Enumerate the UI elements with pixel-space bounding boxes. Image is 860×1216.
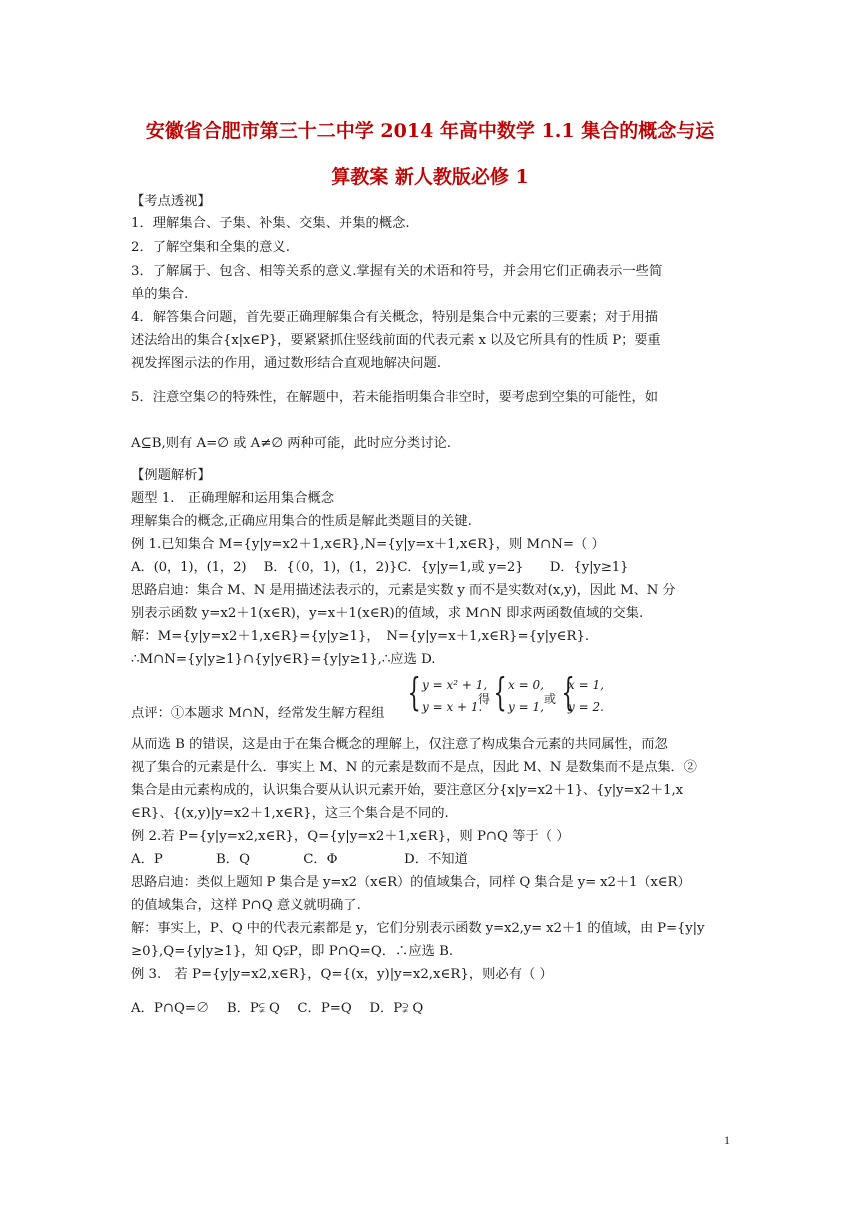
example-1-options: A．(0，1)，(1，2) B．{（0，1)，(1，2)}C．{y|y=1,或 y=2} D．{y|y≥1} bbox=[131, 560, 629, 575]
equation-row: y = x² + 1, bbox=[422, 678, 488, 692]
title-line-2: 算教案 新人教版必修 1 bbox=[331, 166, 529, 188]
example-3-options: A．P∩Q=∅ B．P⫋ Q C．P=Q D．P⫌ Q bbox=[131, 1001, 424, 1016]
text-line: 别表示函数 y=x2＋1(x∈R)，y=x＋1(x∈R)的值域，求 M∩N 即求两函数值域的交集. bbox=[131, 606, 644, 621]
left-brace-icon: { bbox=[493, 670, 507, 714]
text-line: 解：M={y|y=x2＋1,x∈R}={y|y≥1}， N={y|y=x＋1,x∈R}={y|y∈R}. bbox=[131, 629, 590, 644]
equation-row: y = x + 1. bbox=[422, 700, 483, 714]
left-brace-icon: { bbox=[407, 670, 421, 714]
text-line: A⊆B,则有 A=∅ 或 A≠∅ 两种可能，此时应分类讨论. bbox=[131, 436, 451, 451]
example-2-options: A．P B．Q C．Φ D．不知道 bbox=[131, 852, 468, 867]
equation-row: y = 2. bbox=[568, 700, 604, 714]
equation-word: 得 bbox=[478, 692, 491, 706]
text-line: 的值域集合，这样 P∩Q 意义就明确了. bbox=[131, 898, 361, 913]
text-line: 1．理解集合、子集、补集、交集、并集的概念. bbox=[131, 216, 410, 231]
text-line: 2．了解空集和全集的意义. bbox=[131, 240, 290, 255]
text-line: 集合是由元素构成的，认识集合要从认识元素开始，要注意区分{x|y=x2＋1}、{y|y=x2＋1,x bbox=[131, 783, 683, 798]
text-line: 单的集合. bbox=[131, 287, 189, 302]
text-line: 述法给出的集合{x|x∈P}，要紧紧抓住竖线前面的代表元素 x 以及它所具有的性质 P；要重 bbox=[131, 333, 661, 348]
example-1-question: 例 1.已知集合 M={y|y=x2＋1,x∈R},N={y|y=x＋1,x∈R}，则 M∩N=（ ） bbox=[131, 537, 605, 552]
section-heading-examples: 【例题解析】 bbox=[131, 468, 211, 483]
equation-row: y = 1, bbox=[508, 700, 544, 714]
example-3-question: 例 3. 若 P={y|y=x2,x∈R}，Q={(x，y)|y=x2,x∈R}，则必有（ ） bbox=[131, 967, 553, 982]
equation-row: x = 1, bbox=[568, 678, 604, 692]
page-number: 1 bbox=[724, 1133, 730, 1147]
text-line: ≥0},Q={y|y≥1}，知 Q⫋P，即 P∩Q=Q．∴应选 B. bbox=[131, 944, 454, 959]
text-line: 点评：①本题求 M∩N，经常发生解方程组 bbox=[131, 706, 385, 721]
text-line: ∴M∩N={y|y≥1}∩{y|y∈R}={y|y≥1},∴应选 D. bbox=[131, 652, 436, 667]
equation-row: x = 0, bbox=[508, 678, 544, 692]
text-line: 思路启迪：类似上题知 P 集合是 y=x2（x∈R）的值域集合，同样 Q 集合是 y= x2＋1（x∈R） bbox=[131, 875, 691, 890]
section-heading-key-points: 【考点透视】 bbox=[131, 194, 211, 209]
text-line: 5．注意空集∅的特殊性，在解题中，若未能指明集合非空时，要考虑到空集的可能性，如 bbox=[131, 390, 659, 405]
text-line: 视了集合的元素是什么．事实上 M、N 的元素是数而不是点，因此 M、N 是数集而不是点集．② bbox=[131, 760, 697, 775]
text-line: 思路启迪：集合 M、N 是用描述法表示的，元素是实数 y 而不是实数对(x,y)，因此 M、N 分 bbox=[131, 583, 676, 598]
text-line: 理解集合的概念,正确应用集合的性质是解此类题目的关键. bbox=[131, 514, 472, 529]
equation-word: 或 bbox=[544, 692, 557, 706]
text-line: 解：事实上，P、Q 中的代表元素都是 y，它们分别表示函数 y=x2,y= x2＋1 的值域，由 P={y|y bbox=[131, 921, 705, 936]
left-brace-icon: { bbox=[561, 670, 575, 714]
text-line: 3．了解属于、包含、相等关系的意义.掌握有关的术语和符号，并会用它们正确表示一些简 bbox=[131, 264, 663, 279]
title-line-1: 安徽省合肥市第三十二中学 2014 年高中数学 1.1 集合的概念与运 bbox=[145, 120, 715, 142]
text-line: ∈R}、{(x,y)|y=x2＋1,x∈R}，这三个集合是不同的. bbox=[131, 806, 449, 821]
text-line: 从而选 B 的错误，这是由于在集合概念的理解上，仅注意了构成集合元素的共同属性，而忽 bbox=[131, 737, 668, 752]
text-line: 题型 1. 正确理解和运用集合概念 bbox=[131, 491, 335, 506]
text-line: 4．解答集合问题，首先要正确理解集合有关概念，特别是集合中元素的三要素；对于用描 bbox=[131, 310, 659, 325]
example-2-question: 例 2.若 P={y|y=x2,x∈R}，Q={y|y=x2＋1,x∈R}，则 P∩Q 等于（ ） bbox=[131, 829, 570, 844]
text-line: 视发挥图示法的作用，通过数形结合直观地解决问题. bbox=[131, 356, 442, 371]
document-title bbox=[100, 108, 760, 200]
